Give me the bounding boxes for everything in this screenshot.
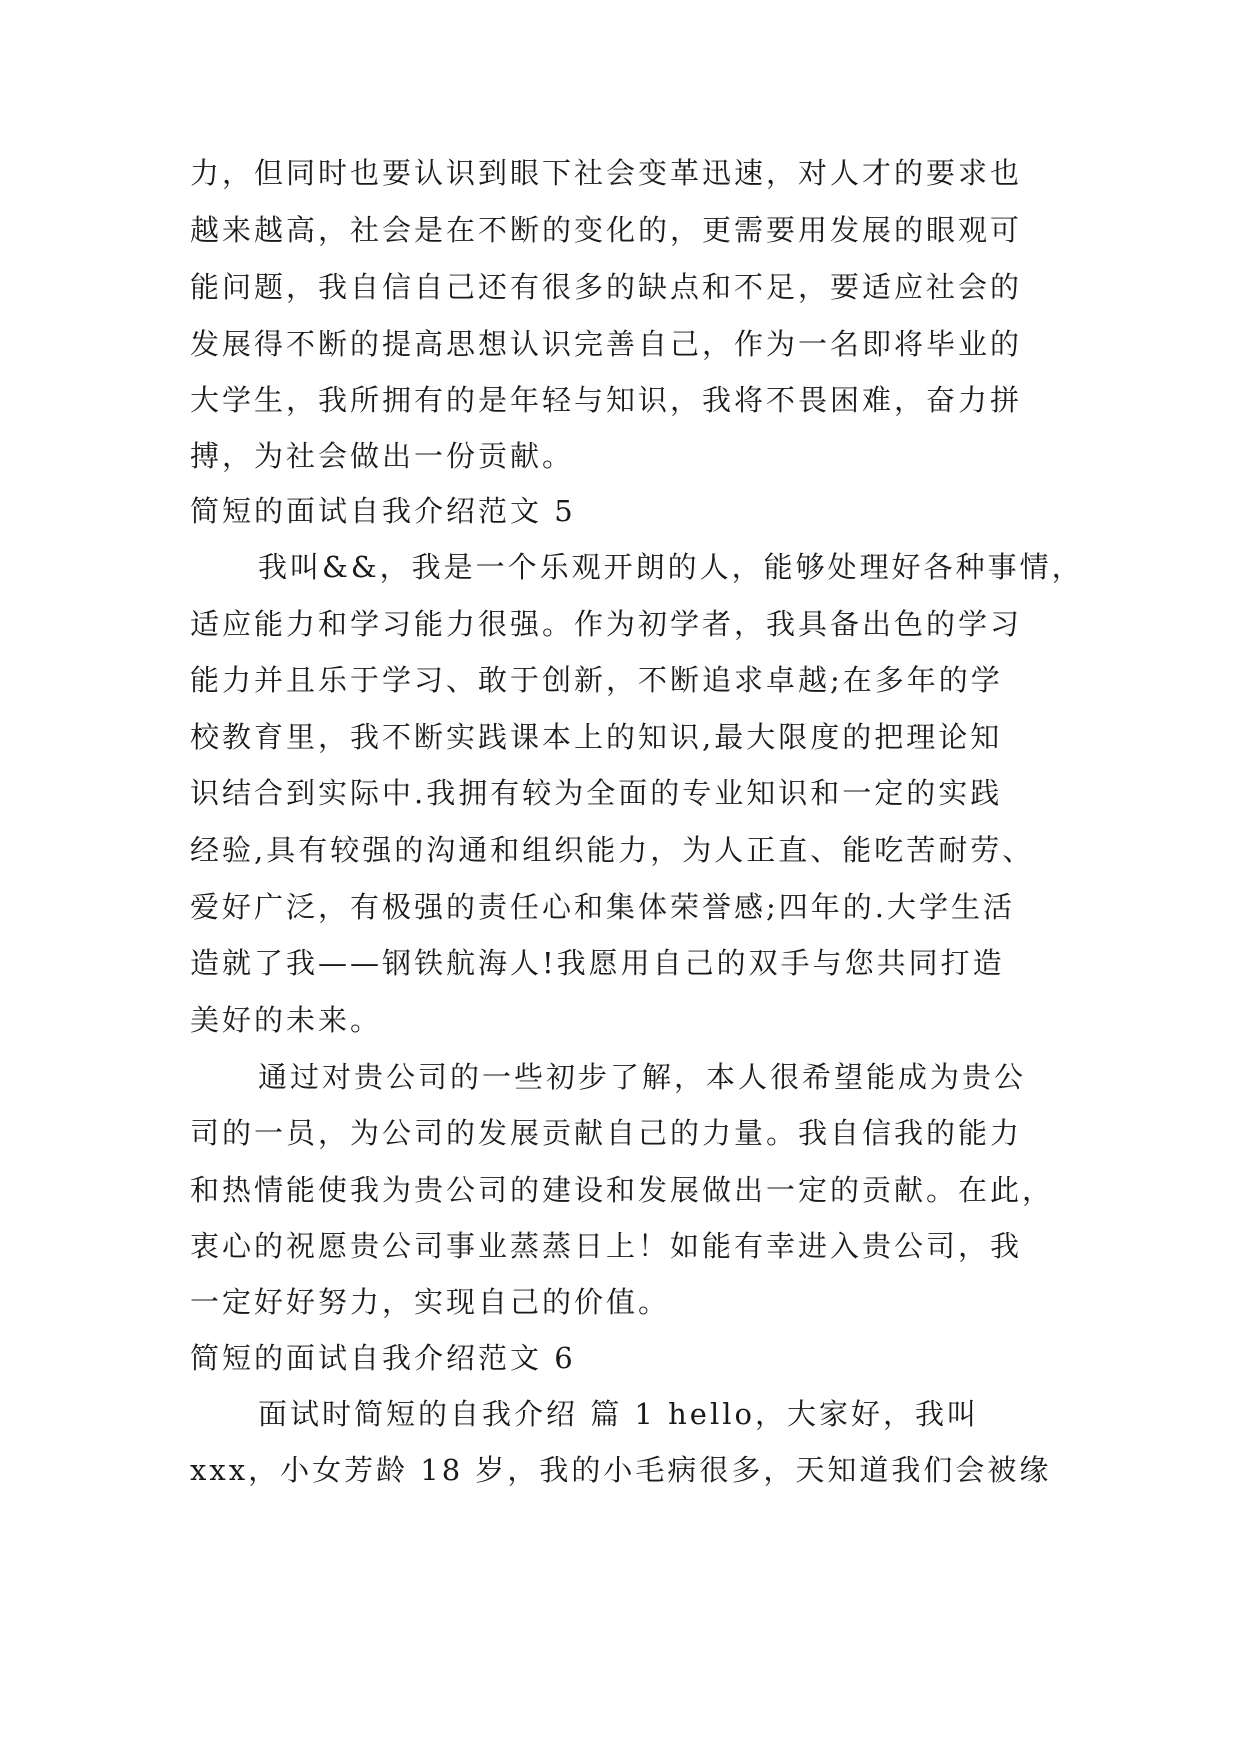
paragraph-line: 能问题，我自信自己还有很多的缺点和不足，要适应社会的	[190, 270, 1023, 304]
paragraph-line: 能力并且乐于学习、敢于创新，不断追求卓越;在多年的学	[190, 663, 1003, 697]
paragraph-line: 越来越高，社会是在不断的变化的，更需要用发展的眼观可	[190, 213, 1023, 247]
paragraph-line: 校教育里，我不断实践课本上的知识,最大限度的把理论知	[190, 720, 1003, 754]
paragraph-line: 衷心的祝愿贵公司事业蒸蒸日上！如能有幸进入贵公司，我	[190, 1229, 1023, 1263]
paragraph-line: 美好的未来。	[190, 1003, 383, 1037]
paragraph-line: 造就了我——钢铁航海人!我愿用自己的双手与您共同打造	[190, 946, 1005, 980]
section-heading: 简短的面试自我介绍范文 6	[190, 1341, 576, 1375]
paragraph-line: 司的一员，为公司的发展贡献自己的力量。我自信我的能力	[190, 1116, 1023, 1150]
paragraph-line: 力，但同时也要认识到眼下社会变革迅速，对人才的要求也	[190, 156, 1023, 190]
section-heading: 简短的面试自我介绍范文 5	[190, 494, 576, 528]
paragraph-line: 大学生，我所拥有的是年轻与知识，我将不畏困难，奋力拼	[190, 383, 1023, 417]
paragraph-line: 适应能力和学习能力很强。作为初学者，我具备出色的学习	[190, 607, 1023, 641]
paragraph-line: 爱好广泛，有极强的责任心和集体荣誉感;四年的.大学生活	[190, 890, 1015, 924]
paragraph-line: 经验,具有较强的沟通和组织能力，为人正直、能吃苦耐劳、	[190, 833, 1035, 867]
paragraph-line: 我叫&&，我是一个乐观开朗的人，能够处理好各种事情，	[258, 550, 1084, 584]
paragraph-line: 一定好好努力，实现自己的价值。	[190, 1285, 671, 1319]
paragraph-line: 搏，为社会做出一份贡献。	[190, 439, 575, 473]
paragraph-line: 通过对贵公司的一些初步了解，本人很希望能成为贵公	[258, 1060, 1027, 1094]
paragraph-line: 和热情能使我为贵公司的建设和发展做出一定的贡献。在此，	[190, 1173, 1055, 1207]
paragraph-line: 面试时简短的自我介绍 篇 1 hello，大家好，我叫	[258, 1397, 979, 1431]
paragraph-line: xxx，小女芳龄 18 岁，我的小毛病很多，天知道我们会被缘	[190, 1453, 1052, 1487]
paragraph-line: 识结合到实际中.我拥有较为全面的专业知识和一定的实践	[190, 776, 1003, 810]
paragraph-line: 发展得不断的提高思想认识完善自己，作为一名即将毕业的	[190, 327, 1023, 361]
